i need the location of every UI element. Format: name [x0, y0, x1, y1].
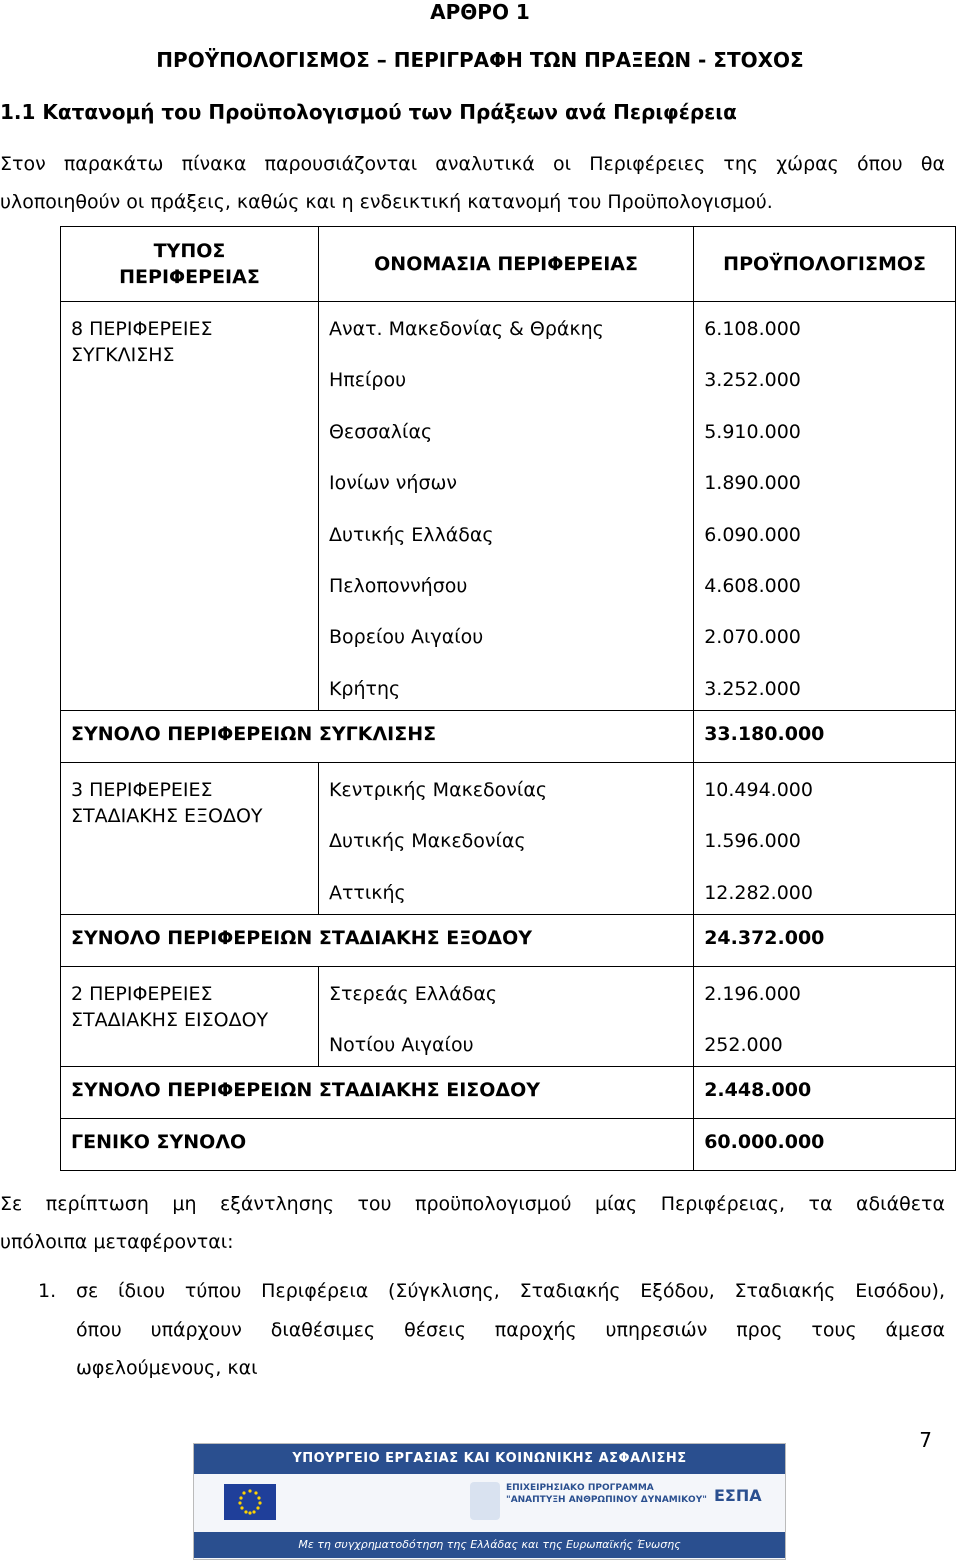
intro-line-2: υλοποιηθούν οι πράξεις, καθώς και η ενδεικτική κατανομή του Προϋπολογισμού.	[0, 191, 773, 213]
programme-name: ΕΠΙΧΕΙΡΗΣΙΑΚΟ ΠΡΟΓΡΑΜΜΑ "ΑΝΑΠΤΥΞΗ ΑΝΘΡΩΠΙΝΟΥ ΔΥΝΑΜΙΚΟΥ"	[506, 1483, 707, 1505]
after-line-2: υπόλοιπα μεταφέρονται:	[0, 1231, 234, 1253]
region-name: Ηπείρου	[328, 369, 407, 392]
region-names-cell	[318, 302, 693, 711]
eu-flag-icon	[224, 1484, 276, 1520]
espa-logo: ΕΣΠΑ	[714, 1486, 762, 1505]
total-label: ΣΥΝΟΛΟ ΠΕΡΙΦΕΡΕΙΩΝ ΣΥΓΚΛΙΣΗΣ	[71, 722, 437, 745]
group-phasing-in	[61, 966, 956, 1066]
region-budget: 2.196.000	[704, 982, 801, 1005]
after-line-1: Σε περίπτωση μη εξάντλησης του προϋπολογισμού μίας Περιφέρειας, τα αδιάθετα	[0, 1193, 945, 1215]
region-budget: 12.282.000	[704, 881, 813, 904]
cofunding-motto: Με τη συγχρηματοδότηση της Ελλάδας και της Ευρωπαϊκής Ένωσης	[194, 1532, 785, 1558]
total-value: 24.372.000	[704, 926, 825, 949]
region-name: Κρήτης	[328, 677, 401, 700]
region-name: Αττικής	[328, 881, 406, 904]
region-budget: 3.252.000	[704, 677, 801, 700]
region-name: Δυτικής Ελλάδας	[328, 523, 494, 546]
total-row	[61, 1066, 956, 1118]
region-name: Πελοποννήσου	[328, 574, 468, 597]
region-name: Βορείου Αιγαίου	[328, 626, 484, 649]
region-name: Νοτίου Αιγαίου	[328, 1033, 474, 1056]
region-names-cell	[318, 966, 693, 1066]
region-budget: 252.000	[704, 1033, 783, 1056]
region-budget: 1.596.000	[704, 830, 801, 853]
region-budget: 5.910.000	[704, 420, 801, 443]
region-budgets-cell	[694, 762, 956, 914]
table-header-row	[61, 227, 956, 302]
funding-banner	[193, 1443, 786, 1560]
region-name: Κεντρικής Μακεδονίας	[328, 778, 548, 801]
article-heading: ΑΡΘΡΟ 1	[430, 0, 530, 24]
total-row	[61, 914, 956, 966]
intro-line-1: Στον παρακάτω πίνακα παρουσιάζονται αναλυτικά οι Περιφέρειες της χώρας όπου θα	[0, 153, 945, 175]
region-names-cell	[318, 762, 693, 914]
list-item-line-3: ωφελούμενους, και	[76, 1357, 258, 1379]
region-name: Ιονίων νήσων	[328, 472, 458, 495]
region-name: Θεσσαλίας	[328, 420, 433, 443]
region-name: Ανατ. Μακεδονίας & Θράκης	[328, 318, 604, 340]
total-value: 2.448.000	[704, 1078, 812, 1101]
region-budget: 6.090.000	[704, 523, 801, 546]
region-budget: 6.108.000	[704, 318, 801, 340]
list-item-number: 1.	[38, 1280, 57, 1302]
group-type-cell: 2 ΠΕΡΙΦΕΡΕΙΕΣ ΣΤΑΔΙΑΚΗΣ ΕΙΣΟΔΟΥ	[61, 966, 319, 1066]
section-heading: 1.1 Κατανομή του Προϋπολογισμού των Πράξεων ανά Περιφέρεια	[0, 100, 737, 124]
list-item-line-2: όπου υπάρχουν διαθέσιμες θέσεις παροχής υπηρεσιών προς τους άμεσα	[76, 1319, 945, 1341]
region-budgets-cell	[694, 302, 956, 711]
region-name: Δυτικής Μακεδονίας	[328, 830, 526, 853]
group-type-cell: 3 ΠΕΡΙΦΕΡΕΙΕΣ ΣΤΑΔΙΑΚΗΣ ΕΞΟΔΟΥ	[61, 762, 319, 914]
total-label: ΣΥΝΟΛΟ ΠΕΡΙΦΕΡΕΙΩΝ ΣΤΑΔΙΑΚΗΣ ΕΙΣΟΔΟΥ	[71, 1078, 541, 1101]
region-budget: 3.252.000	[704, 369, 801, 392]
region-budget: 1.890.000	[704, 472, 801, 495]
region-name: Στερεάς Ελλάδας	[328, 982, 498, 1005]
total-label: ΣΥΝΟΛΟ ΠΕΡΙΦΕΡΕΙΩΝ ΣΤΑΔΙΑΚΗΣ ΕΞΟΔΟΥ	[71, 926, 533, 949]
group-phasing-out	[61, 762, 956, 914]
list-item-line-1: σε ίδιου τύπου Περιφέρεια (Σύγκλισης, Σταδιακής Εξόδου, Σταδιακής Εισόδου),	[76, 1280, 945, 1302]
document-title: ΠΡΟΫΠΟΛΟΓΙΣΜΟΣ – ΠΕΡΙΓΡΑΦΗ ΤΩΝ ΠΡΑΞΕΩΝ - ΣΤΟΧΟΣ	[156, 48, 804, 72]
header-type: ΤΥΠΟΣ ΠΕΡΙΦΕΡΕΙΑΣ	[61, 227, 319, 302]
group-convergence	[61, 302, 956, 711]
grand-total-row	[61, 1118, 956, 1170]
total-row	[61, 710, 956, 762]
budget-table	[60, 226, 956, 1171]
grand-total-value: 60.000.000	[704, 1130, 825, 1153]
group-type-cell: 8 ΠΕΡΙΦΕΡΕΙΕΣ ΣΥΓΚΛΙΣΗΣ	[61, 302, 319, 711]
programme-logo-icon	[470, 1482, 500, 1520]
region-budget: 10.494.000	[704, 778, 813, 801]
total-value: 33.180.000	[704, 722, 825, 745]
region-budget: 2.070.000	[704, 626, 801, 649]
region-budgets-cell	[694, 966, 956, 1066]
ministry-name: ΥΠΟΥΡΓΕΙΟ ΕΡΓΑΣΙΑΣ ΚΑΙ ΚΟΙΝΩΝΙΚΗΣ ΑΣΦΑΛΙΣΗΣ	[194, 1444, 785, 1474]
header-name: ΟΝΟΜΑΣΙΑ ΠΕΡΙΦΕΡΕΙΑΣ	[318, 227, 693, 302]
grand-total-label: ΓΕΝΙΚΟ ΣΥΝΟΛΟ	[71, 1130, 247, 1153]
region-budget: 4.608.000	[704, 574, 801, 597]
page-number: 7	[919, 1428, 932, 1452]
header-budget: ΠΡΟΫΠΟΛΟΓΙΣΜΟΣ	[694, 227, 956, 302]
